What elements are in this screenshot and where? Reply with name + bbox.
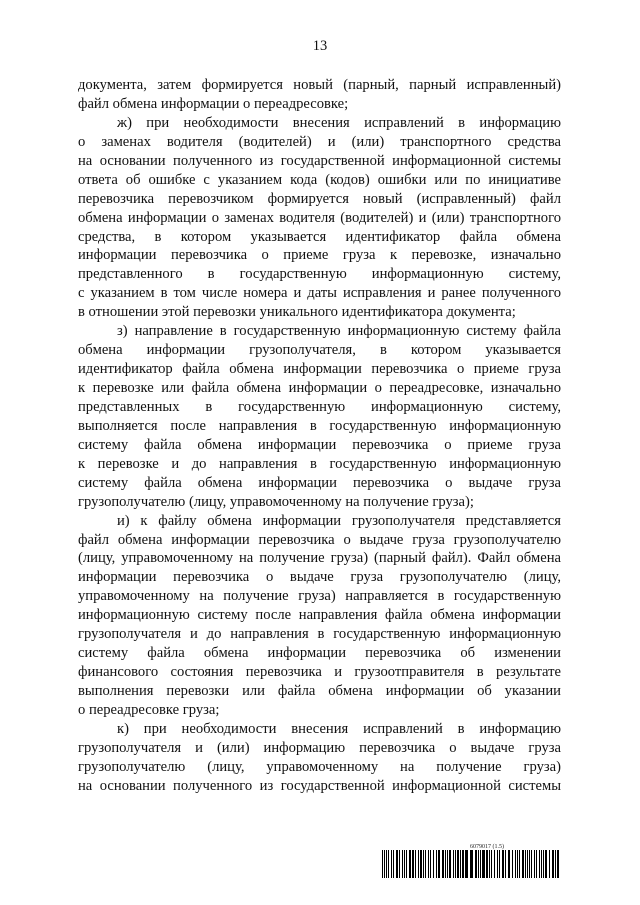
document-code: 6079017 (1.5) — [470, 844, 504, 850]
text-line: ж) при необходимости внесения исправлений в информацию — [117, 114, 561, 131]
text-line: грузополучателя и до направления в государственную информационную — [78, 626, 561, 643]
text-line: управомоченному на получение груза) направляется в государственную — [78, 588, 561, 605]
text-line: (лицу, управомоченному на получение груза) (парный файл). Файл обмена — [78, 550, 561, 567]
text-line: систему файла обмена информации перевозчика о выдаче груза — [78, 474, 561, 491]
text-line: перевозчика перевозчиком формируется новый (исправленный) файл — [78, 190, 561, 207]
text-line: представленного в государственную информационную систему, — [78, 266, 561, 283]
text-line: грузополучателю (лицу, управомоченному на получение груза) — [78, 758, 561, 775]
paragraph-i — [78, 512, 561, 720]
text-line: представленных в государственную информационную систему, — [78, 398, 561, 415]
text-line: с указанием в том числе номера и даты исправления и ранее полученного — [78, 285, 561, 302]
text-line: информации перевозчика о приеме груза к перевозке, изначально — [78, 247, 561, 264]
text-line: грузополучателя и (или) информацию перевозчика о выдаче груза — [78, 739, 561, 756]
text-line: информации перевозчика о выдаче груза грузополучателю (лицу, — [78, 569, 561, 586]
barcode-icon — [382, 850, 562, 878]
text-line: систему файла обмена информации перевозчика о приеме груза — [78, 436, 561, 453]
text-line: на основании полученного из государственной информационной системы — [78, 777, 561, 794]
page-number: 13 — [312, 38, 328, 54]
text-line: выполняется после направления в государственную информационную — [78, 417, 561, 434]
text-line: файл обмена информации о переадресовке; — [78, 95, 349, 112]
text-line: обмена информации о заменах водителя (водителей) и (или) транспортного — [78, 209, 561, 226]
text-line: к перевозке или файла обмена информации о переадресовке, изначально — [78, 380, 561, 396]
text-line: выполнения перевозки или файла обмена информации об указании — [78, 683, 561, 699]
paragraph-z — [78, 322, 561, 511]
document-body — [78, 76, 561, 796]
text-line: систему файла обмена информации перевозчика об изменении — [78, 645, 561, 662]
text-line: идентификатор файла обмена информации перевозчика о приеме груза — [78, 361, 561, 378]
text-line: о переадресовке груза; — [78, 701, 220, 718]
text-line: файл обмена информации перевозчика о выдаче груза грузополучателю — [78, 531, 561, 548]
text-line: в отношении этой перевозки уникального идентификатора документа; — [78, 304, 516, 321]
text-line: документа, затем формируется новый (парный, парный исправленный) — [78, 77, 561, 93]
text-line: о заменах водителя (водителей) и (или) транспортного средства — [78, 133, 561, 150]
text-line: з) направление в государственную информационную систему файла — [117, 323, 561, 340]
paragraph-k — [78, 720, 561, 796]
text-line: информационную систему после направления файла обмена информации — [78, 607, 561, 624]
text-line: средства, в котором указывается идентификатор файла обмена — [78, 228, 561, 245]
text-line: к перевозке и до направления в государственную информационную — [78, 455, 561, 472]
text-line: к) при необходимости внесения исправлений в информацию — [117, 720, 561, 737]
text-line: обмена информации грузополучателя, в котором указывается — [78, 342, 561, 359]
text-line: и) к файлу обмена информации грузополучателя представляется — [117, 512, 561, 529]
text-line: грузополучателю (лицу, управомоченному на получение груза); — [78, 493, 474, 510]
text-line: финансового состояния перевозчика и грузоотправителя в результате — [78, 664, 561, 681]
text-line: на основании полученного из государственной информационной системы — [78, 152, 561, 169]
text-line: ответа об ошибке с указанием кода (кодов) ошибки или по инициативе — [78, 171, 561, 188]
paragraph-zh — [78, 114, 561, 322]
paragraph-continuation — [78, 76, 561, 114]
